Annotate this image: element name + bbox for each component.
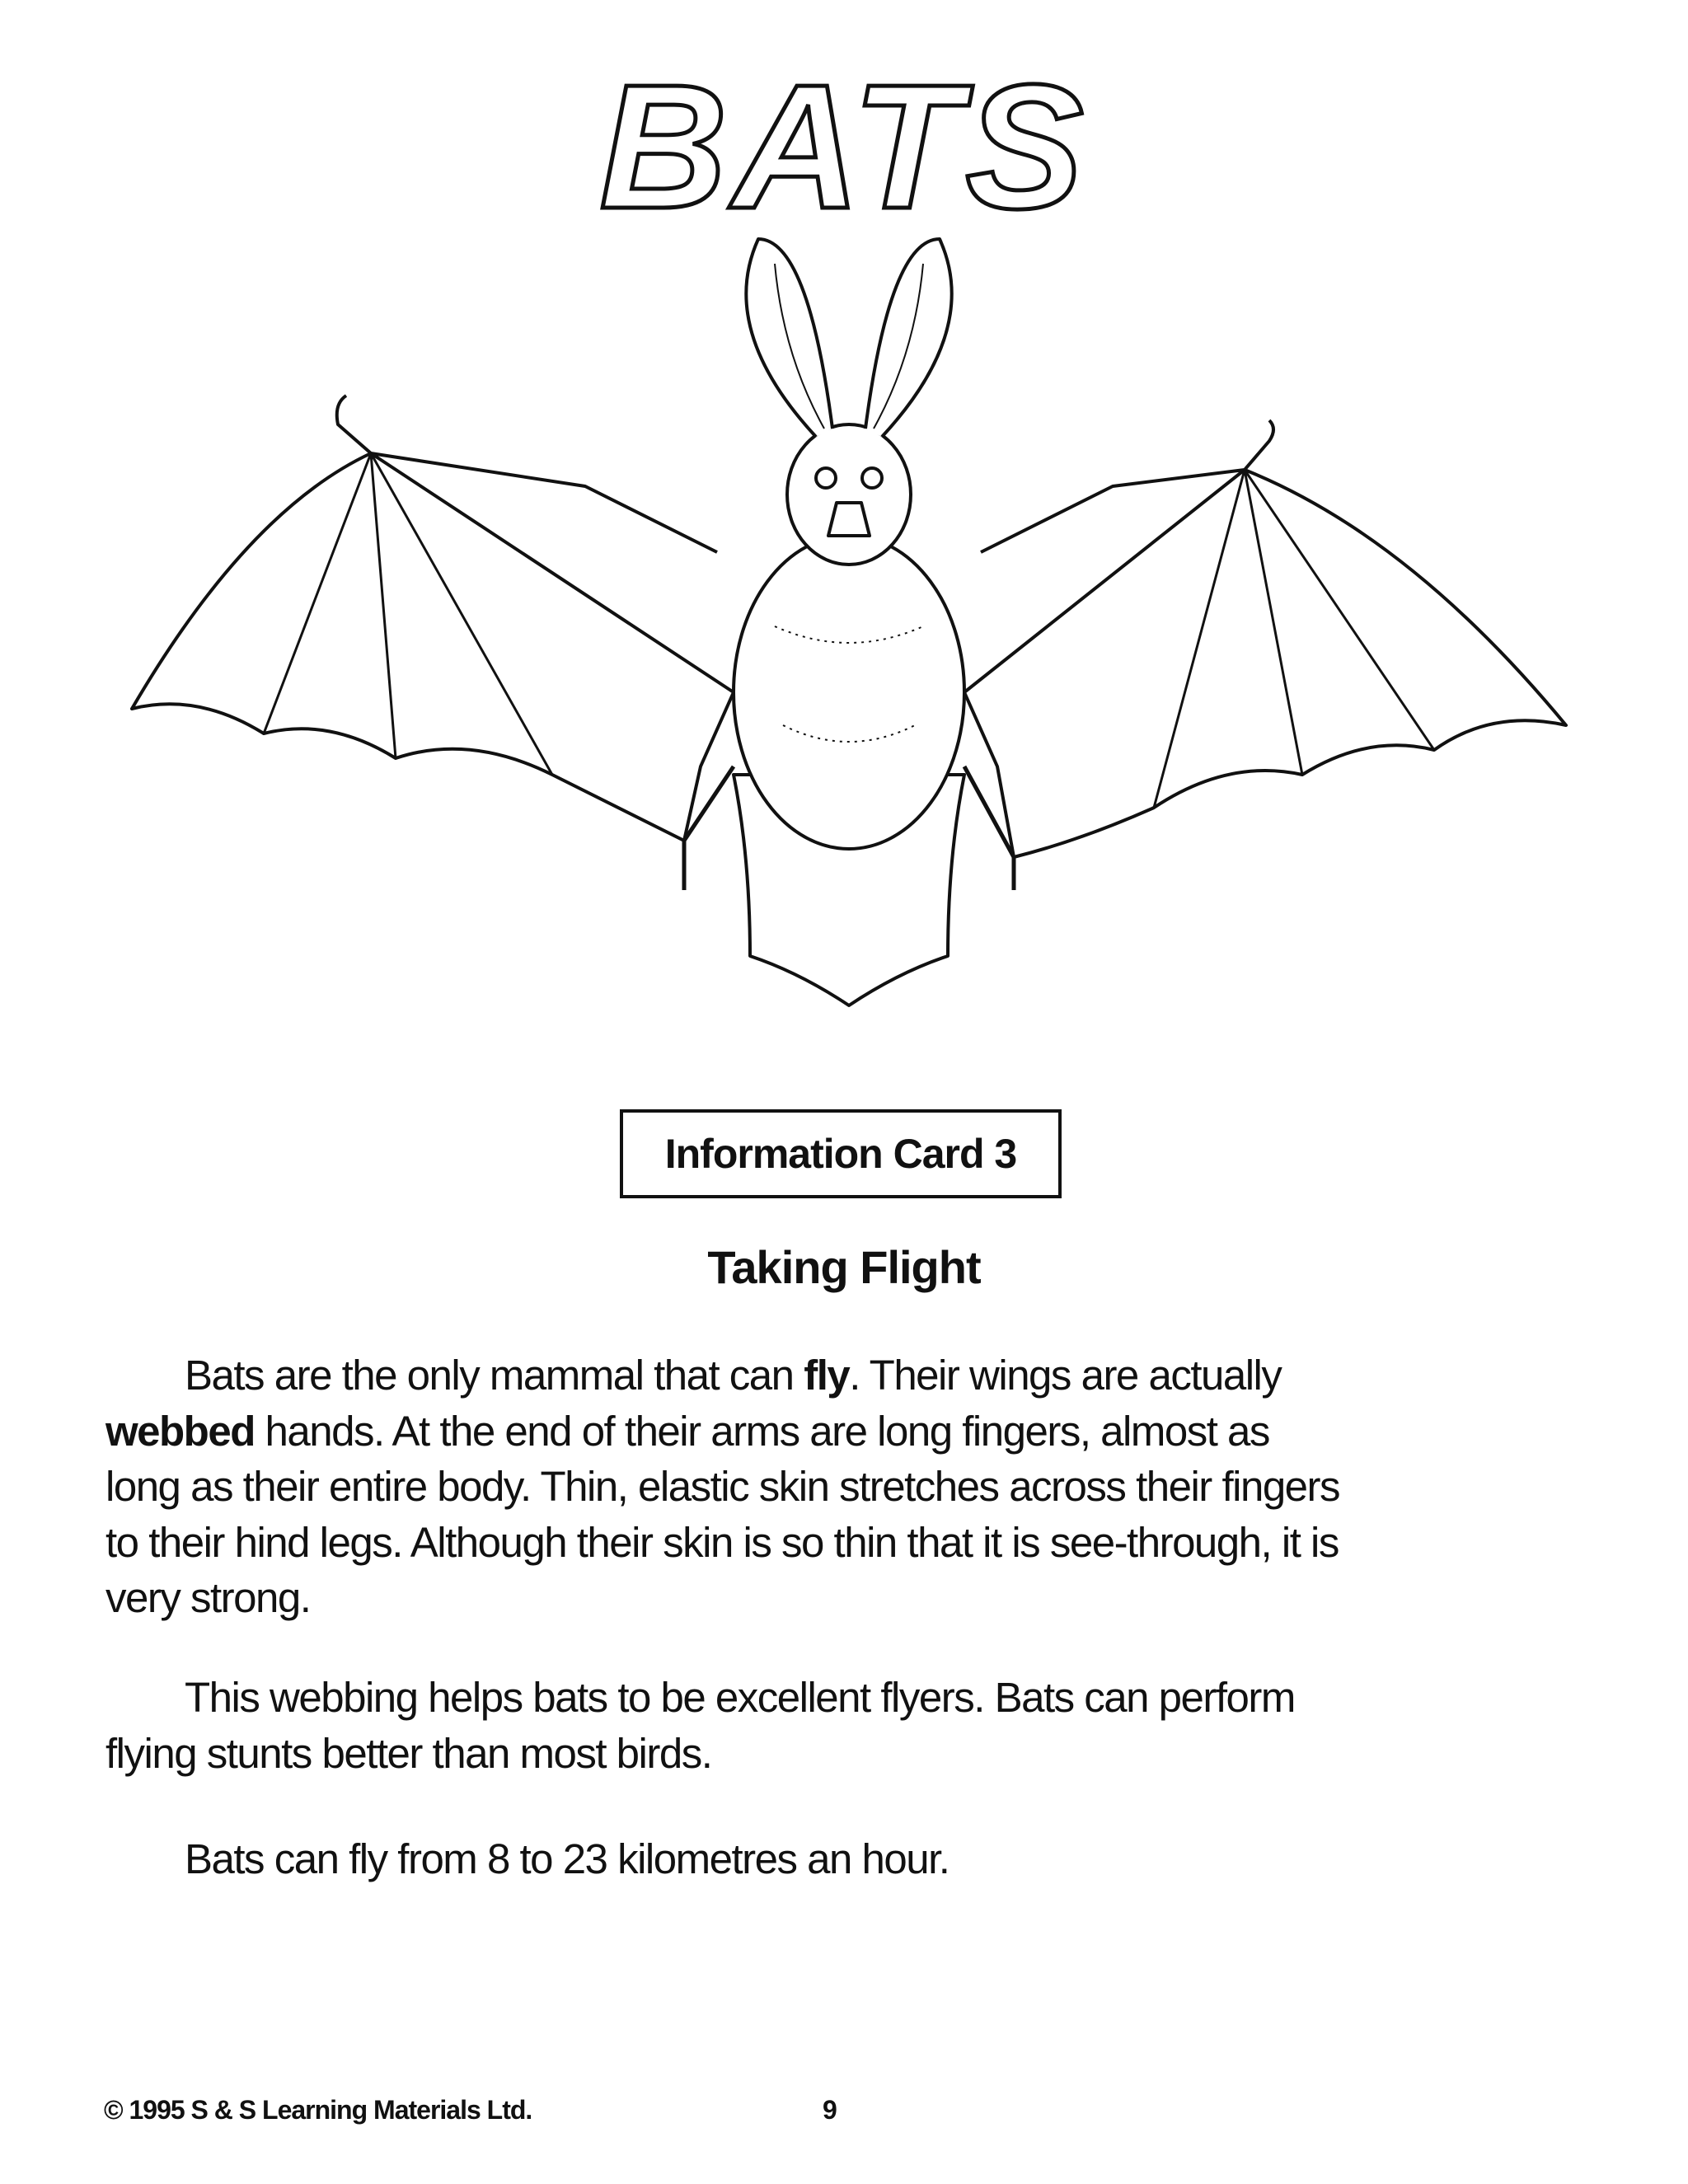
left-ear <box>746 239 832 437</box>
page-title: BATS <box>599 47 1089 246</box>
copyright-notice: © 1995 S & S Learning Materials Ltd. <box>104 2095 532 2125</box>
right-ear <box>865 239 952 437</box>
section-heading: Taking Flight <box>707 1241 981 1293</box>
text-line: long as their entire body. Thin, elastic skin stretches across their fingers <box>106 1463 1340 1510</box>
information-card-label: Information Card 3 <box>620 1109 1062 1198</box>
text-line: Bats can fly from 8 to 23 kilometres an hour. <box>185 1835 950 1882</box>
text: Bats are the only mammal that can <box>185 1352 804 1399</box>
text-line <box>106 1347 1639 1404</box>
text: hands. At the end of their arms are long fingers, almost as <box>254 1407 1269 1455</box>
paragraph-3 <box>106 1831 1639 1887</box>
page-number: 9 <box>823 2095 837 2125</box>
text-line <box>106 1404 1639 1460</box>
paragraph-2 <box>106 1670 1639 1781</box>
bat-body <box>734 536 964 849</box>
bold-term: fly <box>804 1352 850 1399</box>
bat-illustration <box>124 231 1574 1014</box>
text-line: very strong. <box>106 1574 311 1621</box>
text-line: to their hind legs. Although their skin is so thin that it is see-through, it is <box>106 1518 1339 1566</box>
left-wing <box>132 396 734 841</box>
text: . Their wings are actually <box>849 1352 1282 1399</box>
right-wing <box>964 420 1566 857</box>
paragraph-1 <box>106 1347 1639 1626</box>
text-line: flying stunts better than most birds. <box>106 1729 712 1777</box>
text-line: This webbing helps bats to be excellent flyers. Bats can perform <box>185 1674 1295 1721</box>
bold-term: webbed <box>106 1407 255 1455</box>
bat-head <box>787 424 911 565</box>
